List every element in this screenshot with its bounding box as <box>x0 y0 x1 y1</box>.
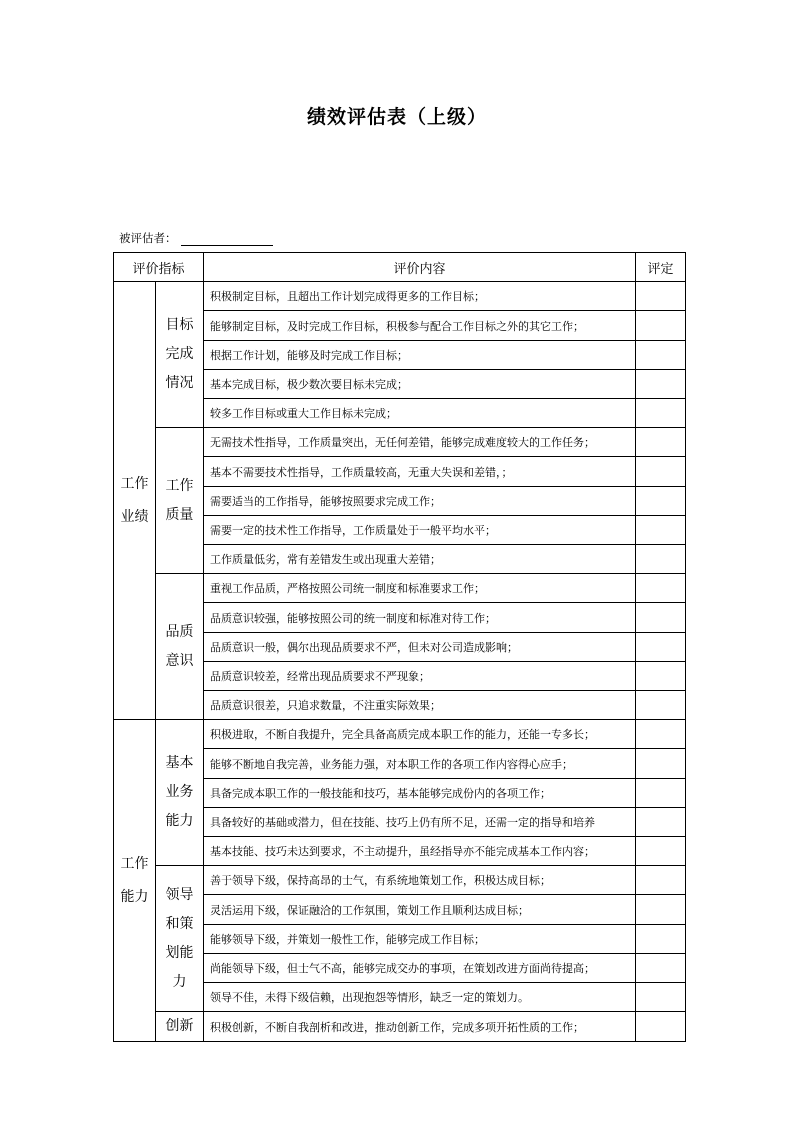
table-row <box>114 574 686 603</box>
rating-cell[interactable] <box>636 545 686 574</box>
header-rating: 评定 <box>636 253 686 282</box>
criteria-text: 领导不佳，未得下级信赖，出现抱怨等情形，缺乏一定的策划力。 <box>204 983 636 1012</box>
criteria-text: 具备较好的基础或潜力，但在技能、技巧上仍有所不足，还需一定的指导和培养 <box>204 808 636 837</box>
rating-cell[interactable] <box>636 954 686 983</box>
rating-cell[interactable] <box>636 341 686 370</box>
criteria-text: 品质意识较强，能够按照公司的统一制度和标准对待工作； <box>204 603 636 633</box>
rating-cell[interactable] <box>636 895 686 925</box>
criteria-text: 品质意识一般，偶尔出现品质要求不严，但未对公司造成影响； <box>204 633 636 662</box>
criteria-text: 基本不需要技术性指导，工作质量较高，无重大失误和差错，； <box>204 457 636 487</box>
rating-cell[interactable] <box>636 720 686 749</box>
table-row <box>114 428 686 457</box>
rating-cell[interactable] <box>636 808 686 837</box>
rating-cell[interactable] <box>636 311 686 341</box>
criteria-text: 需要适当的工作指导，能够按照要求完成工作； <box>204 487 636 516</box>
criteria-text: 灵活运用下级，保证融洽的工作氛围，策划工作且顺利达成目标； <box>204 895 636 925</box>
rating-cell[interactable] <box>636 749 686 779</box>
criteria-text: 尚能领导下级，但士气不高，能够完成交办的事项，在策划改进方面尚待提高； <box>204 954 636 983</box>
rating-cell[interactable] <box>636 574 686 603</box>
evaluatee-blank-line[interactable] <box>181 233 273 246</box>
criteria-text: 重视工作品质，严格按照公司统一制度和标准要求工作； <box>204 574 636 603</box>
rating-cell[interactable] <box>636 282 686 311</box>
table-row <box>114 720 686 749</box>
category-cell: 工作 业绩 <box>114 282 156 720</box>
rating-cell[interactable] <box>636 457 686 487</box>
subcategory-cell: 领导 和策 划能 力 <box>156 866 204 1012</box>
evaluatee-label: 被评估者： <box>119 231 177 245</box>
subcategory-cell: 工作 质量 <box>156 428 204 574</box>
criteria-text: 需要一定的技术性工作指导，工作质量处于一般平均水平； <box>204 516 636 545</box>
criteria-text: 积极创新，不断自我剖析和改进，推动创新工作，完成多项开拓性质的工作； <box>204 1012 636 1042</box>
rating-cell[interactable] <box>636 370 686 399</box>
rating-cell[interactable] <box>636 925 686 954</box>
table-body <box>114 282 686 1042</box>
evaluatee-field <box>119 230 273 246</box>
criteria-text: 品质意识很差，只追求数量，不注重实际效果； <box>204 691 636 720</box>
header-content: 评价内容 <box>204 253 636 282</box>
criteria-text: 能够不断地自我完善，业务能力强，对本职工作的各项工作内容得心应手； <box>204 749 636 779</box>
rating-cell[interactable] <box>636 837 686 866</box>
criteria-text: 工作质量低劣，常有差错发生或出现重大差错； <box>204 545 636 574</box>
subcategory-cell: 目标 完成 情况 <box>156 282 204 428</box>
subcategory-cell: 创新 <box>156 1012 204 1042</box>
rating-cell[interactable] <box>636 603 686 633</box>
rating-cell[interactable] <box>636 633 686 662</box>
page-title: 绩效评估表（上级） <box>306 106 487 128</box>
rating-cell[interactable] <box>636 487 686 516</box>
criteria-text: 积极进取，不断自我提升，完全具备高质完成本职工作的能力，还能一专多长； <box>204 720 636 749</box>
rating-cell[interactable] <box>636 516 686 545</box>
rating-cell[interactable] <box>636 399 686 428</box>
category-cell: 工作 能力 <box>114 720 156 1042</box>
table-row <box>114 282 686 311</box>
criteria-text: 品质意识较差，经常出现品质要求不严现象； <box>204 662 636 691</box>
criteria-text: 较多工作目标或重大工作目标未完成； <box>204 399 636 428</box>
rating-cell[interactable] <box>636 866 686 895</box>
criteria-text: 无需技术性指导，工作质量突出，无任何差错，能够完成难度较大的工作任务； <box>204 428 636 457</box>
rating-cell[interactable] <box>636 691 686 720</box>
criteria-text: 能够制定目标，及时完成工作目标，积极参与配合工作目标之外的其它工作； <box>204 311 636 341</box>
table-row <box>114 1012 686 1042</box>
rating-cell[interactable] <box>636 1012 686 1042</box>
criteria-text: 积极制定目标，且超出工作计划完成得更多的工作目标； <box>204 282 636 311</box>
header-indicator: 评价指标 <box>114 253 204 282</box>
table-row <box>114 866 686 895</box>
criteria-text: 基本完成目标，极少数次要目标未完成； <box>204 370 636 399</box>
rating-cell[interactable] <box>636 983 686 1012</box>
rating-cell[interactable] <box>636 779 686 808</box>
evaluation-table <box>113 252 686 1042</box>
criteria-text: 根据工作计划，能够及时完成工作目标； <box>204 341 636 370</box>
criteria-text: 能够领导下级，并策划一般性工作，能够完成工作目标； <box>204 925 636 954</box>
criteria-text: 善于领导下级，保持高昂的士气，有系统地策划工作，积极达成目标； <box>204 866 636 895</box>
rating-cell[interactable] <box>636 662 686 691</box>
subcategory-cell: 品质 意识 <box>156 574 204 720</box>
criteria-text: 具备完成本职工作的一般技能和技巧，基本能够完成份内的各项工作； <box>204 779 636 808</box>
rating-cell[interactable] <box>636 428 686 457</box>
criteria-text: 基本技能、技巧未达到要求，不主动提升，虽经指导亦不能完成基本工作内容； <box>204 837 636 866</box>
table-header-row <box>114 253 686 282</box>
subcategory-cell: 基本 业务 能力 <box>156 720 204 866</box>
